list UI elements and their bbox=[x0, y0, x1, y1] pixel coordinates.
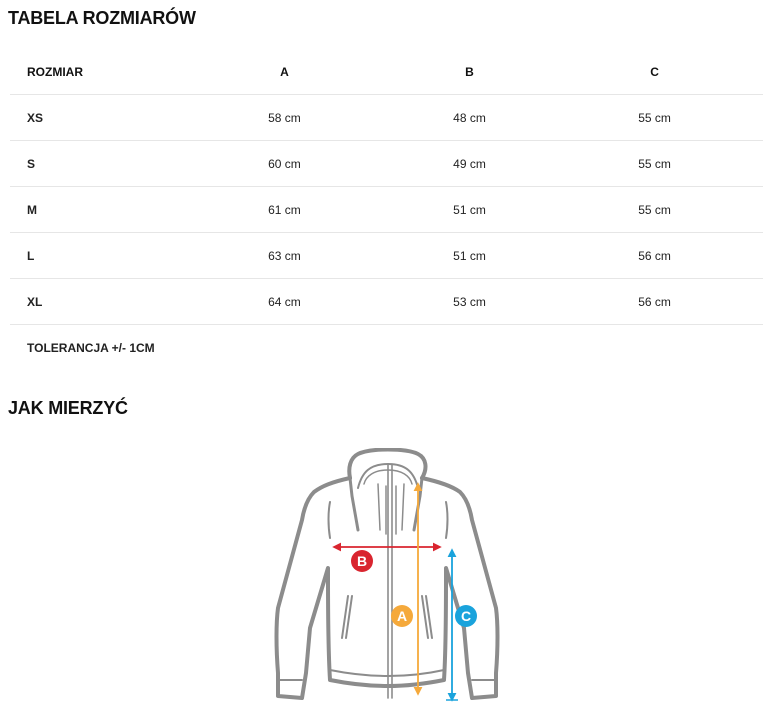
jacket-outline bbox=[277, 450, 498, 699]
size-label: L bbox=[10, 233, 176, 279]
svg-text:B: B bbox=[356, 553, 368, 569]
table-row bbox=[10, 95, 763, 141]
svg-text:A: A bbox=[396, 608, 408, 624]
how-to-measure-title: JAK MIERZYĆ bbox=[8, 398, 128, 418]
header-b: B bbox=[393, 49, 546, 95]
table-row bbox=[10, 187, 763, 233]
measure-b: 51 cm bbox=[393, 187, 546, 233]
measure-b: 48 cm bbox=[393, 95, 546, 141]
tolerance-note: TOLERANCJA +/- 1CM bbox=[27, 340, 155, 355]
marker-c bbox=[455, 605, 477, 627]
size-label: XS bbox=[10, 95, 176, 141]
marker-a bbox=[391, 605, 413, 627]
marker-b bbox=[351, 550, 373, 572]
measure-b: 53 cm bbox=[393, 279, 546, 325]
tolerance-row bbox=[10, 325, 763, 371]
measure-c: 56 cm bbox=[546, 279, 763, 325]
table-row bbox=[10, 233, 763, 279]
measure-c: 55 cm bbox=[546, 187, 763, 233]
header-c: C bbox=[546, 49, 763, 95]
table-row bbox=[10, 141, 763, 187]
header-a: A bbox=[176, 49, 393, 95]
measure-b: 51 cm bbox=[393, 233, 546, 279]
size-label: M bbox=[10, 187, 176, 233]
svg-text:C: C bbox=[460, 608, 472, 624]
measure-b: 49 cm bbox=[393, 141, 546, 187]
measure-c: 55 cm bbox=[546, 95, 763, 141]
measure-a: 64 cm bbox=[176, 279, 393, 325]
table-header-row bbox=[10, 49, 763, 95]
jacket-measurement-diagram bbox=[270, 448, 510, 710]
size-chart-title: TABELA ROZMIARÓW bbox=[8, 8, 196, 28]
size-label: XL bbox=[10, 279, 176, 325]
measure-a: 63 cm bbox=[176, 233, 393, 279]
measure-c: 56 cm bbox=[546, 233, 763, 279]
table-row bbox=[10, 279, 763, 325]
measure-a: 58 cm bbox=[176, 95, 393, 141]
header-size: ROZMIAR bbox=[10, 49, 176, 95]
measure-c: 55 cm bbox=[546, 141, 763, 187]
size-table bbox=[10, 49, 763, 370]
measure-a: 60 cm bbox=[176, 141, 393, 187]
measure-a: 61 cm bbox=[176, 187, 393, 233]
size-label: S bbox=[10, 141, 176, 187]
